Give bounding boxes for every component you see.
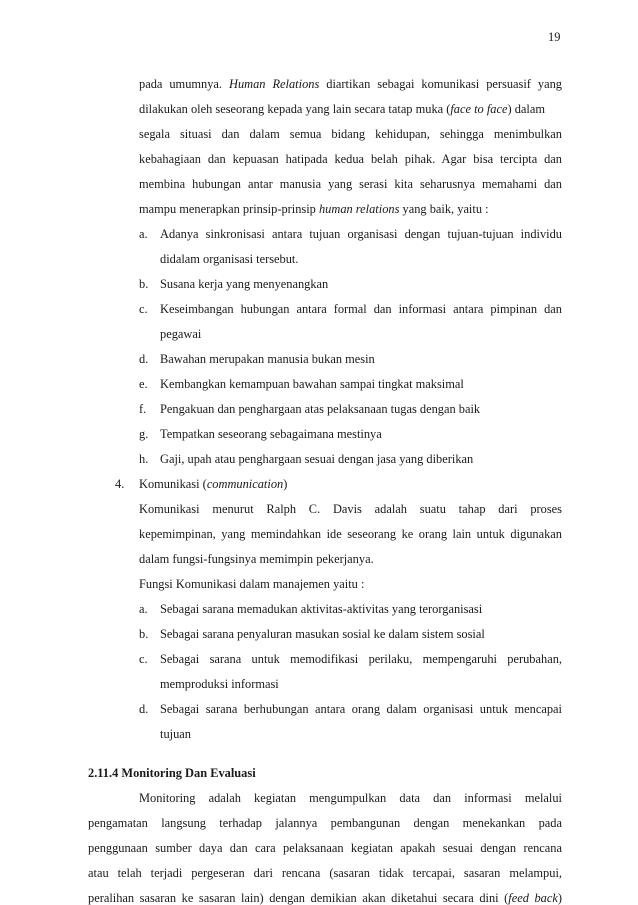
text-segment: ) dalam [507,102,545,116]
list-item-text: Sebagai sarana memadukan aktivitas-aktivitas yang terorganisasi [160,602,483,616]
intro-line-1 [139,78,562,90]
intro-line-4: kebahagiaan dan kepuasan hatipada kedua belah pihak. Agar bisa tercipta dan [139,152,562,166]
text-segment: ) [283,477,288,491]
intro-line-6 [139,203,489,215]
text-segment: diartikan sebagai komunikasi persuasif yang [326,77,562,91]
italic-term: face to face [450,102,508,116]
list-item-text: Adanya sinkronisasi antara tujuan organisasi dengan tujuan-tujuan individu [160,227,562,241]
italic-term: human relations [318,202,400,216]
list-item-text: Gaji, upah atau penghargaan sesuai dengan jasa yang diberikan [160,452,474,466]
italic-term: feed back [508,891,558,905]
list-item-text: memproduksi informasi [160,677,279,691]
list-item-text: tujuan [160,727,191,741]
point-number: 4. [115,477,125,491]
point-4-line-2: kepemimpinan, yang memindahkan ide seseorang ke orang lain untuk digunakan [139,527,562,541]
point-4-line-4: Fungsi Komunikasi dalam manajemen yaitu : [139,577,365,591]
list-item-text: didalam organisasi tersebut. [160,252,299,266]
page-number: 19 [548,30,561,44]
text-segment: ) [557,891,563,905]
text-segment: dilakukan oleh seseorang kepada yang lain secara tatap muka ( [139,102,451,116]
section-line-1: Monitoring adalah kegiatan mengumpulkan data dan informasi melalui [139,791,562,805]
list-item-text: Kembangkan kemampuan bawahan sampai tingkat maksimal [160,377,464,391]
list-marker: a. [139,602,148,616]
text-segment: mampu menerapkan prinsip-prinsip [139,202,316,216]
text-segment: Komunikasi ( [139,477,207,491]
list-marker: e. [139,377,148,391]
section-heading: 2.11.4 Monitoring Dan Evaluasi [88,766,256,780]
list-item-text: Sebagai sarana berhubungan antara orang dalam organisasi untuk mencapai [160,702,562,716]
list-marker: f. [139,402,147,416]
section-line-4: atau telah terjadi pergeseran dari rencana (sasaran tidak tercapai, sasaran melampui, [88,866,562,880]
intro-line-5: membina hubungan antar manusia yang serasi kita seharusnya memahami dan [139,177,562,191]
section-line-2: pengamatan langsung terhadap jalannya pembangunan dengan menekankan pada [88,816,562,830]
section-line-3: penggunaan sumber daya dan cara pelaksanaan kegiatan apakah sesuai dengan rencana [88,841,562,855]
list-item-text: Keseimbangan hubungan antara formal dan informasi antara pimpinan dan [160,302,562,316]
list-marker: g. [139,427,149,441]
intro-line-3: segala situasi dan dalam semua bidang kehidupan, sehingga menimbulkan [139,127,562,141]
text-segment: pada umumnya. [139,77,223,91]
list-item-text: Sebagai sarana penyaluran masukan sosial ke dalam sistem sosial [160,627,485,641]
list-marker: a. [139,227,148,241]
list-marker: b. [139,627,149,641]
italic-term: communication [206,477,284,491]
list-item-text: Pengakuan dan penghargaan atas pelaksanaan tugas dengan baik [160,402,481,416]
intro-line-2 [139,103,562,115]
text-segment: yang baik, yaitu : [402,202,489,216]
italic-term: Human Relations [229,77,320,91]
list-item-text: pegawai [160,327,202,341]
text-segment: peralihan sasaran ke sasaran lain) dengan demikian akan diketahui secara dini ( [88,891,509,905]
point-4-line-3: dalam fungsi-fungsinya memimpin pekerjanya. [139,552,374,566]
list-marker: d. [139,702,149,716]
list-item-text: Susana kerja yang menyenangkan [160,277,329,291]
point-4-line-1: Komunikasi menurut Ralph C. Davis adalah suatu tahap dari proses [139,502,562,516]
list-item-text: Tempatkan seseorang sebagaimana mestinya [160,427,382,441]
list-item-text: Bawahan merupakan manusia bukan mesin [160,352,375,366]
list-marker: h. [139,452,149,466]
list-marker: d. [139,352,149,366]
list-marker: c. [139,652,148,666]
list-marker: c. [139,302,148,316]
list-item-text: Sebagai sarana untuk memodifikasi perilaku, mempengaruhi perubahan, [160,652,562,666]
list-marker: b. [139,277,149,291]
point-title [139,478,287,490]
